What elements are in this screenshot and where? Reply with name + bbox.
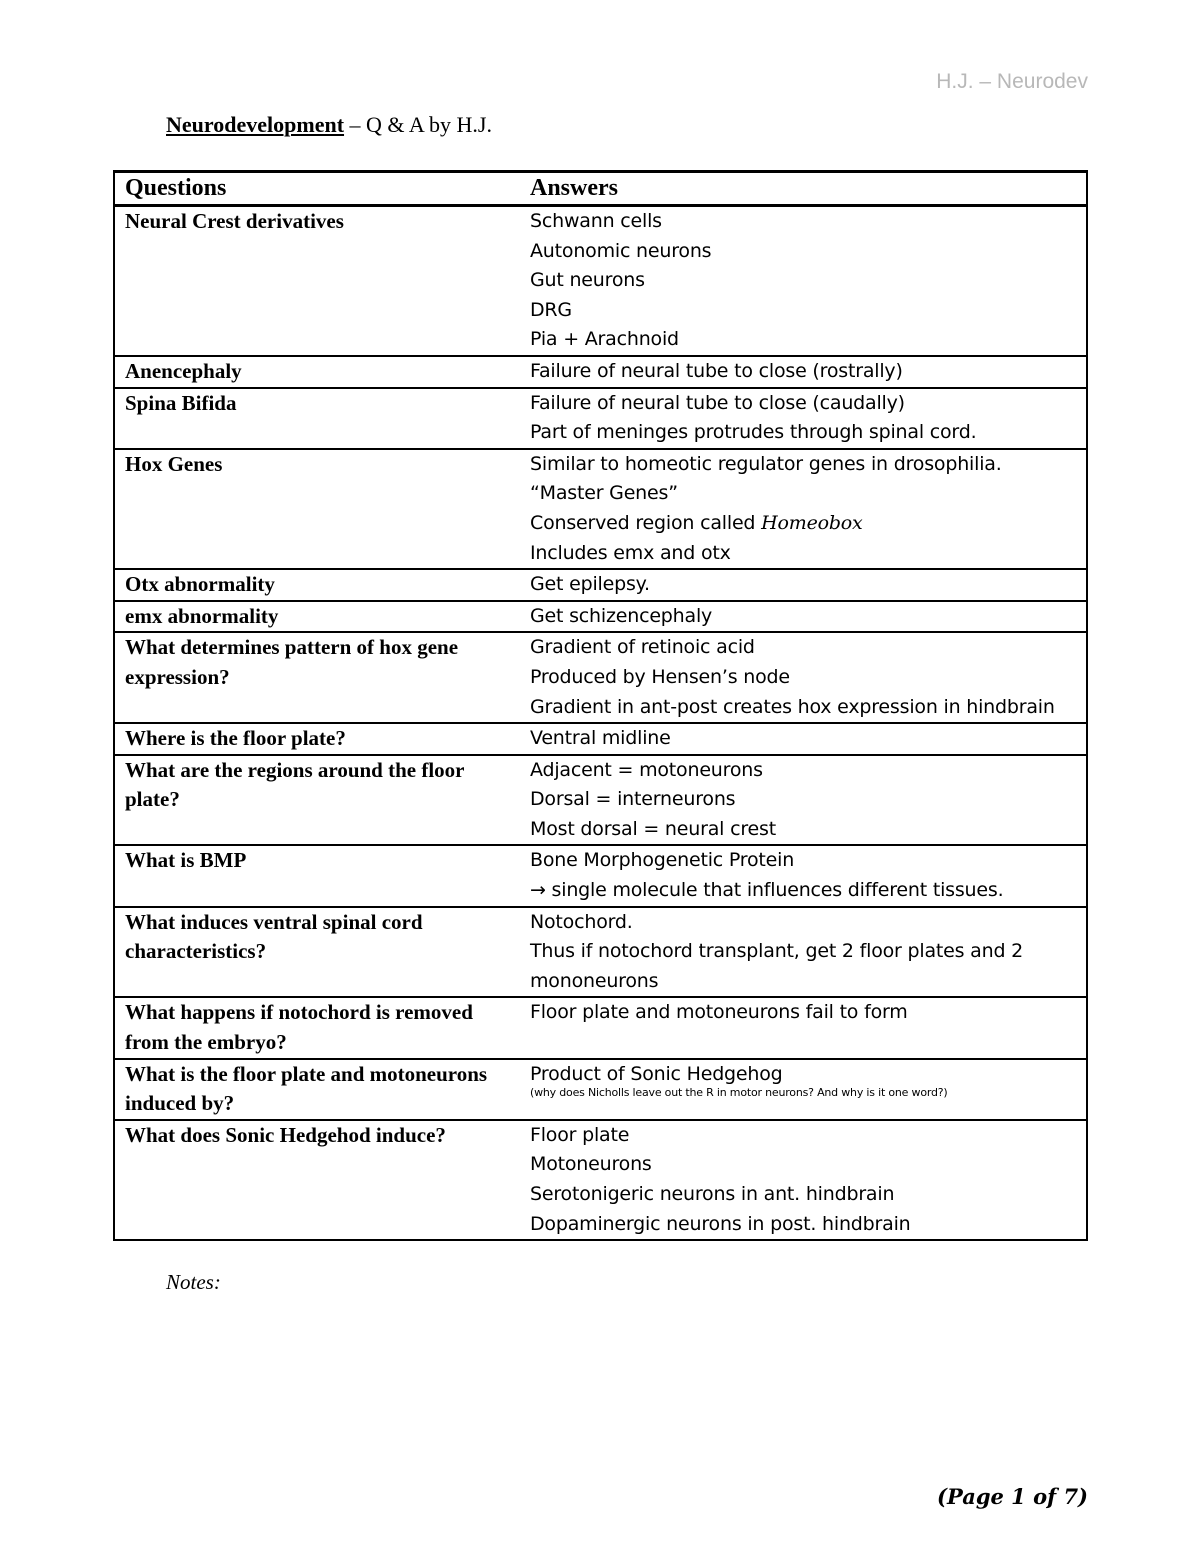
table-row [114, 449, 1087, 569]
answer-line: Pia + Arachnoid [530, 328, 679, 351]
question-cell: Spina Bifida [114, 388, 520, 449]
notes-label: Notes: [166, 1270, 221, 1294]
question-cell: Neural Crest derivatives [114, 206, 520, 356]
answer-cell [520, 723, 1087, 755]
table-row [114, 356, 1087, 388]
answer-line: Floor plate and motoneurons fail to form [530, 1001, 908, 1024]
table-row [114, 723, 1087, 755]
question-cell: Where is the floor plate? [114, 723, 520, 755]
answer-line: DRG [530, 298, 572, 321]
answer-cell [520, 997, 1087, 1058]
answer-line: Includes emx and otx [530, 541, 731, 564]
answer-line: “Master Genes” [530, 482, 678, 505]
answer-line: Serotonigeric neurons in ant. hindbrain [530, 1183, 895, 1205]
answer-line: Gradient of retinoic acid [530, 636, 755, 659]
qa-table-body [114, 206, 1087, 1241]
question-cell: Hox Genes [114, 449, 520, 569]
title-subtitle: – Q & A by H.J. [344, 112, 492, 137]
answer-line: Product of Sonic Hedgehog [530, 1062, 783, 1085]
answer-cell [520, 206, 1087, 356]
answer-line: Produced by Hensen’s node [530, 665, 790, 688]
question-cell: What induces ventral spinal cord characteristics? [114, 907, 520, 998]
table-row [114, 845, 1087, 906]
answer-line: Schwann cells [530, 210, 662, 232]
answer-line: Adjacent = motoneurons [530, 758, 763, 781]
table-row [114, 601, 1087, 633]
answer-cell [520, 845, 1087, 906]
qa-table [113, 170, 1088, 1241]
page-number: (Page 1 of 7) [937, 1484, 1088, 1509]
answer-cell [520, 601, 1087, 633]
document-title [166, 112, 492, 138]
question-cell: What determines pattern of hox gene expression? [114, 632, 520, 723]
answer-cell [520, 755, 1087, 846]
answer-cell [520, 449, 1087, 569]
answer-line: Gut neurons [530, 269, 645, 292]
answer-line-text: Conserved region called [530, 511, 762, 534]
table-row [114, 997, 1087, 1058]
running-head: H.J. – Neurodev [936, 70, 1088, 93]
question-cell: What is the floor plate and motoneurons induced by? [114, 1059, 520, 1120]
header-questions: Questions [114, 172, 520, 206]
table-header-row [114, 172, 1087, 206]
answer-line: → single molecule that influences different tissues. [530, 879, 1004, 902]
table-row [114, 1059, 1087, 1120]
answer-line: Thus if notochord transplant, get 2 floor plates and 2 mononeurons [530, 940, 1024, 992]
answer-line: Autonomic neurons [530, 239, 712, 262]
table-row [114, 632, 1087, 723]
answer-line: Floor plate [530, 1123, 630, 1146]
answer-line: Bone Morphogenetic Protein [530, 849, 795, 872]
answer-line: Dopaminergic neurons in post. hindbrain [530, 1212, 911, 1235]
answer-cell [520, 1059, 1087, 1120]
title-main: Neurodevelopment [166, 112, 345, 137]
answer-line: Motoneurons [530, 1153, 652, 1176]
answer-line [530, 509, 1076, 539]
answer-cell [520, 388, 1087, 449]
answer-cell [520, 1120, 1087, 1240]
answer-line: Notochord. [530, 910, 633, 933]
answer-cell [520, 632, 1087, 723]
answer-line: Get schizencephaly [530, 604, 713, 627]
question-cell: Otx abnormality [114, 569, 520, 601]
answer-cell [520, 356, 1087, 388]
table-row [114, 388, 1087, 449]
answer-line: Similar to homeotic regulator genes in drosophilia. [530, 452, 1002, 475]
question-cell: emx abnormality [114, 601, 520, 633]
answer-footnote: (why does Nicholls leave out the R in motor neurons? And why is it one word?) [530, 1086, 948, 1100]
table-row [114, 755, 1087, 846]
table-row [114, 206, 1087, 356]
table-row [114, 907, 1087, 998]
answer-line: Failure of neural tube to close (caudally) [530, 391, 905, 414]
table-row [114, 1120, 1087, 1240]
question-cell: Anencephaly [114, 356, 520, 388]
answer-line: Dorsal = interneurons [530, 788, 736, 811]
answer-italic-term: Homeobox [761, 511, 863, 534]
question-cell: What are the regions around the floor plate? [114, 755, 520, 846]
answer-line: Part of meninges protrudes through spinal cord. [530, 421, 977, 444]
question-cell: What happens if notochord is removed from the embryo? [114, 997, 520, 1058]
answer-cell [520, 569, 1087, 601]
answer-cell [520, 907, 1087, 998]
question-cell: What does Sonic Hedgehod induce? [114, 1120, 520, 1240]
question-cell: What is BMP [114, 845, 520, 906]
answer-line: Failure of neural tube to close (rostrally) [530, 359, 903, 382]
answer-line: Gradient in ant-post creates hox expression in hindbrain [530, 695, 1055, 718]
answer-line: Ventral midline [530, 727, 671, 750]
answer-line: Get epilepsy. [530, 573, 650, 596]
table-row [114, 569, 1087, 601]
answer-line: Most dorsal = neural crest [530, 817, 776, 840]
header-answers: Answers [520, 172, 1087, 206]
